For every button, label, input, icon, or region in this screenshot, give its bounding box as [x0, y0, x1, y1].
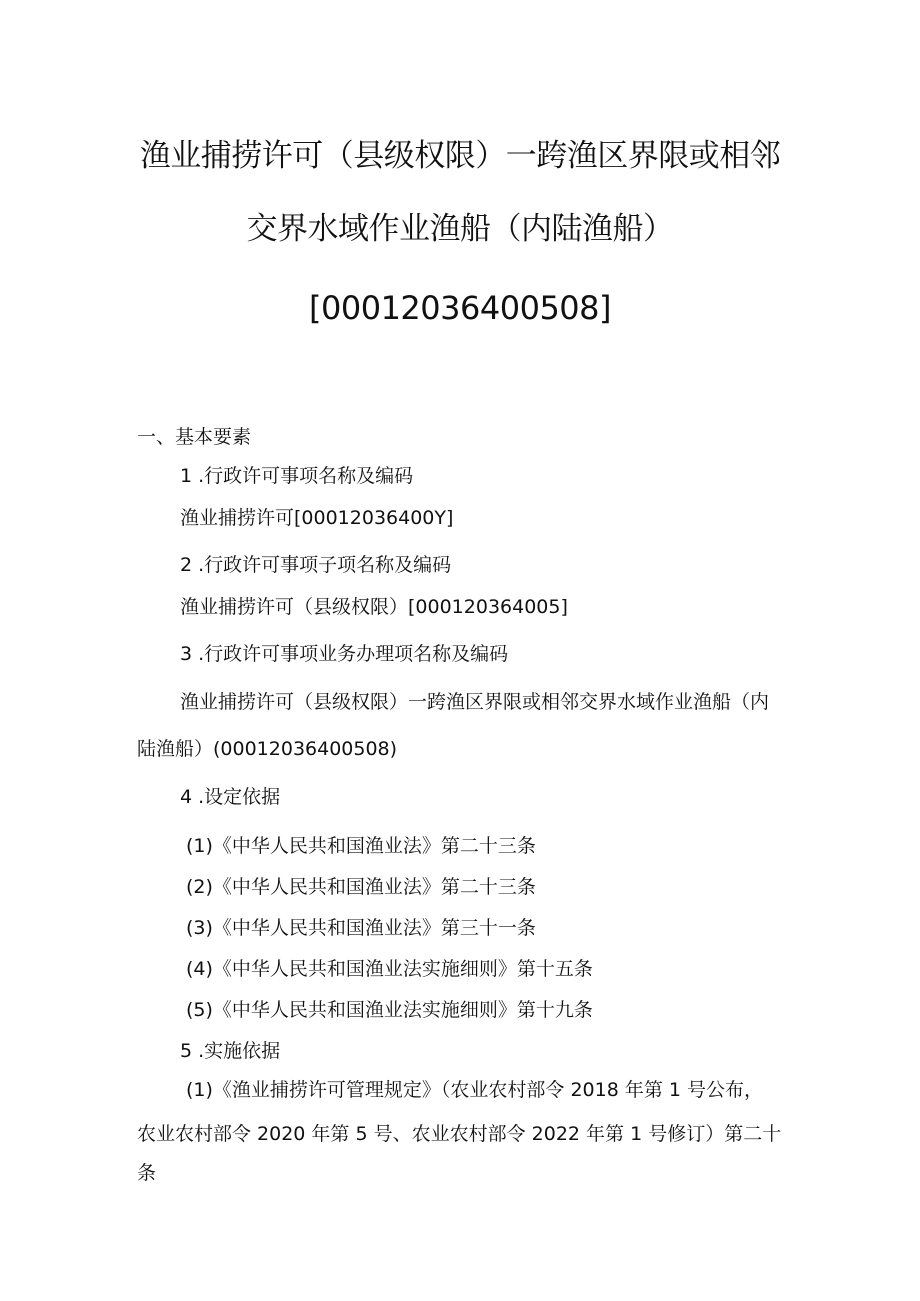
item-heading-4: 4 .设定依据 [180, 786, 281, 808]
implementation-basis-line-3: 条 [137, 1162, 157, 1184]
setting-basis-item: (1)《中华人民共和国渔业法》第二十三条 [186, 835, 536, 857]
document-title-code: [00012036400508] [309, 289, 611, 327]
item-heading-1: 1 .行政许可事项名称及编码 [180, 465, 414, 487]
item-heading-5: 5 .实施依据 [180, 1040, 281, 1062]
document-title-line-2: 交界水域作业渔船（内陆渔船） [246, 211, 674, 247]
document-title-line-1: 渔业捕捞许可（县级权限）一跨渔区界限或相邻 [139, 138, 781, 174]
item-value-1: 渔业捕捞许可[00012036400Y] [180, 507, 454, 529]
setting-basis-item: (4)《中华人民共和国渔业法实施细则》第十五条 [186, 958, 593, 980]
setting-basis-item: (5)《中华人民共和国渔业法实施细则》第十九条 [186, 999, 593, 1021]
setting-basis-item: (2)《中华人民共和国渔业法》第二十三条 [186, 876, 536, 898]
item-heading-3: 3 .行政许可事项业务办理项名称及编码 [180, 643, 509, 665]
setting-basis-item: (3)《中华人民共和国渔业法》第三十一条 [186, 917, 536, 939]
item-value-2: 渔业捕捞许可（县级权限）[000120364005] [180, 596, 568, 618]
item-heading-2: 2 .行政许可事项子项名称及编码 [180, 554, 452, 576]
implementation-basis-line-2: 农业农村部令 2020 年第 5 号、农业农村部令 2022 年第 1 号修订）第二十 [137, 1123, 782, 1145]
section-heading-basic-elements: 一、基本要素 [137, 426, 252, 448]
item-value-3-line-1: 渔业捕捞许可（县级权限）一跨渔区界限或相邻交界水域作业渔船（内 [180, 691, 770, 713]
item-value-3-line-2: 陆渔船）(00012036400508) [137, 738, 398, 760]
implementation-basis-line-1: (1)《渔业捕捞许可管理规定》（农业农村部令 2018 年第 1 号公布， [186, 1079, 764, 1101]
